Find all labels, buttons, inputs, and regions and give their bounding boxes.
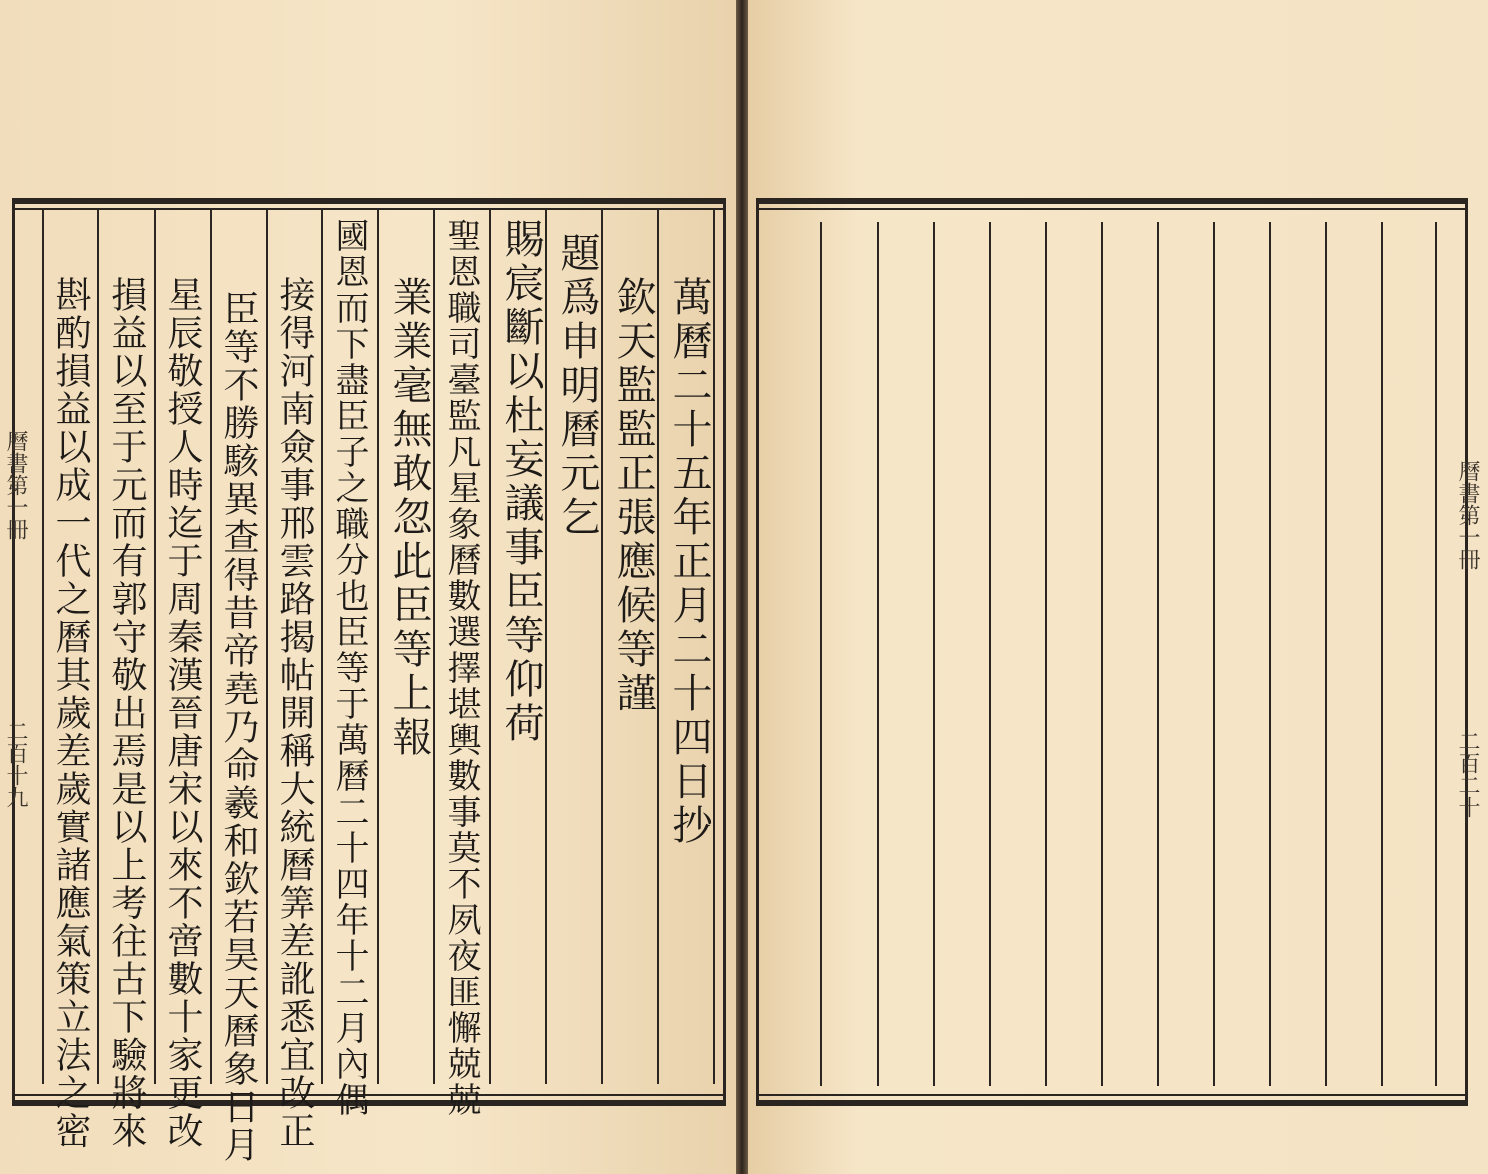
column-rule [1045, 222, 1047, 1086]
column-rule [1157, 222, 1159, 1086]
column-rule [820, 222, 822, 1086]
column-rule [210, 210, 212, 1084]
left-page [0, 0, 736, 1174]
column-rule [1101, 222, 1103, 1086]
text-column-11: 損益以至于元而有郭守敬出焉是以上考往古下驗將來 [106, 276, 147, 1150]
column-rule [42, 210, 44, 1084]
column-rule [1213, 222, 1215, 1086]
text-column-4: 賜宸斷以杜妄議事臣等仰荷 [498, 218, 544, 746]
text-column-3: 題爲申明曆元乞 [554, 232, 600, 540]
right-edge-page-number: 二百二十 [1455, 730, 1480, 818]
column-rule [433, 210, 435, 1084]
column-rule [154, 210, 156, 1084]
column-rule [713, 210, 715, 1084]
text-column-2: 欽天監監正張應候等謹 [610, 276, 656, 716]
column-rule [1325, 222, 1327, 1086]
text-column-9: 臣等不勝駭異查得昔帝堯乃命羲和欽若昊天曆象日月 [218, 290, 259, 1164]
column-rule [1435, 222, 1437, 1086]
text-column-5: 聖恩職司臺監凡星象曆數選擇堪輿數事莫不夙夜匪懈兢兢 [441, 218, 481, 1118]
column-rule [377, 210, 379, 1084]
column-rule [657, 210, 659, 1084]
column-rule [601, 210, 603, 1084]
text-column-8: 接得河南僉事邢雲路揭帖開稱大統曆筭差訛悉宜改正 [274, 276, 315, 1150]
text-column-10: 星辰敬授人時迄于周秦漢晉唐宋以來不啻數十家更改 [162, 276, 203, 1150]
text-column-7: 國恩而下盡臣子之職分也臣等于萬曆二十四年十二月內偶 [329, 218, 369, 1118]
column-rule [1269, 222, 1271, 1086]
column-rule [321, 210, 323, 1084]
text-column-1: 萬曆二十五年正月二十四日抄 [666, 276, 712, 848]
column-rule [545, 210, 547, 1084]
column-rule [97, 210, 99, 1084]
text-column-12: 斟酌損益以成一代之曆其歲差歲實諸應氣策立法之密 [50, 276, 91, 1150]
text-column-6: 業業毫無敢忽此臣等上報 [386, 276, 432, 760]
right-edge-label: 曆書第一冊 [1455, 460, 1480, 570]
column-rule [1381, 222, 1383, 1086]
left-edge-page-number: 二百十九 [3, 720, 28, 808]
column-rule [933, 222, 935, 1086]
left-edge-label: 曆書第一冊 [3, 430, 28, 540]
column-rule [989, 222, 991, 1086]
column-rule [489, 210, 491, 1084]
book-gutter [736, 0, 748, 1174]
right-blank-frame [756, 198, 1468, 1106]
column-rule [266, 210, 268, 1084]
column-rule [877, 222, 879, 1086]
